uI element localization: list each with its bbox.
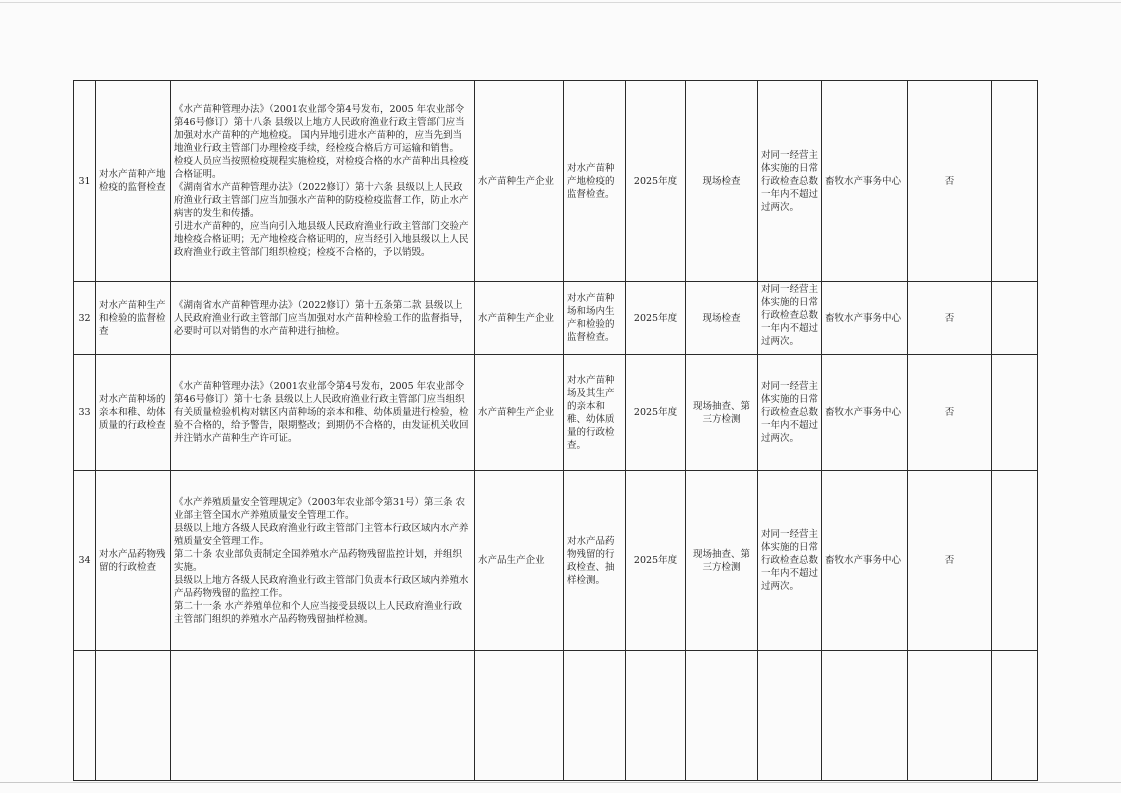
blank-cell [74, 651, 96, 781]
flag-value: 否 [908, 355, 992, 471]
empty-row [74, 651, 1038, 781]
inspection-content: 对水产品药物残留的行政检查、抽样检测。 [564, 471, 626, 651]
inspection-content: 对水产苗种产地检疫的监督检查。 [564, 81, 626, 282]
basis-paragraph: 《湖南省水产苗种管理办法》（2022修订）第十六条 县级以上人民政府渔业行政主管部门应当加强水产苗种的防疫检疫监督工作，防止水产病害的发生和传播。 [174, 182, 469, 219]
frequency-clip: 对同一经营主体实施的日常行政检查总数一年内不超过过两次。 [761, 283, 818, 347]
page-bottom-edge [0, 782, 1121, 783]
inspection-item: 对水产苗种生产和检验的监督检查 [96, 282, 171, 355]
blank-cell [822, 651, 908, 781]
flag-value: 否 [908, 81, 992, 282]
inspection-object: 水产苗种生产企业 [475, 81, 564, 282]
inspection-object: 水产苗种生产企业 [475, 355, 564, 471]
blank-cell [992, 355, 1038, 471]
inspection-year: 2025年度 [626, 471, 686, 651]
inspection-frequency: 对同一经营主体实施的日常行政检查总数一年内不超过过两次。 [758, 355, 822, 471]
blank-cell [758, 651, 822, 781]
blank-cell [992, 471, 1038, 651]
row-number: 33 [74, 355, 96, 471]
blank-cell [992, 651, 1038, 781]
blank-cell [475, 651, 564, 781]
table-row [74, 282, 1038, 355]
legal-basis [171, 81, 475, 282]
basis-paragraph: 第二十一条 水产养殖单位和个人应当接受县级以上人民政府渔业行政主管部门组织的养殖水产品药物残留抽样检测。 [174, 600, 463, 625]
inspection-year: 2025年度 [626, 355, 686, 471]
inspection-item: 对水产苗种场的亲本和稚、幼体质量的行政检查 [96, 355, 171, 471]
basis-paragraph: 《湖南省水产苗种管理办法》（2022修订）第十五条第二款 县级以上人民政府渔业行政主管部门应当加强对水产苗种检验工作的监督指导，必要时可以对销售的水产苗种进行抽检。 [174, 299, 469, 337]
row-number: 32 [74, 282, 96, 355]
legal-basis [171, 282, 475, 355]
blank-cell [908, 651, 992, 781]
inspection-content: 对水产苗种场和场内生产和检验的监督检查。 [564, 282, 626, 355]
blank-cell [992, 81, 1038, 282]
basis-paragraph: 县级以上地方各级人民政府渔业行政主管部门主管本行政区域内水产养殖质量安全管理工作。 [174, 522, 469, 547]
blank-cell [626, 651, 686, 781]
inspection-method: 现场抽查、第三方检测 [686, 355, 758, 471]
inspection-object: 水产品生产企业 [475, 471, 564, 651]
page-top-edge [0, 2, 1121, 3]
basis-paragraph: 第二十条 农业部负责制定全国养殖水产品药物残留监控计划，并组织实施。 [174, 548, 463, 573]
basis-paragraph: 引进水产苗种的，应当向引入地县级人民政府渔业行政主管部门交验产地检疫合格证明；无产地检疫合格证明的，应当经引入地县级以上人民政府渔业行政主管部门组织检疫；检疫不合格的，予以销毁。 [174, 221, 469, 258]
blank-cell [992, 282, 1038, 355]
inspection-year: 2025年度 [626, 81, 686, 282]
legal-basis [171, 355, 475, 471]
inspection-method: 现场检查 [686, 282, 758, 355]
table-row [74, 471, 1038, 651]
inspection-frequency: 对同一经营主体实施的日常行政检查总数一年内不超过过两次。 [758, 81, 822, 282]
blank-cell [686, 651, 758, 781]
legal-basis [171, 471, 475, 651]
flag-value: 否 [908, 282, 992, 355]
responsible-dept: 畜牧水产事务中心 [822, 355, 908, 471]
inspection-year: 2025年度 [626, 282, 686, 355]
responsible-dept: 畜牧水产事务中心 [822, 471, 908, 651]
responsible-dept: 畜牧水产事务中心 [822, 81, 908, 282]
inspection-item: 对水产苗种产地检疫的监督检查 [96, 81, 171, 282]
row-number: 34 [74, 471, 96, 651]
basis-paragraph: 《水产苗种管理办法》（2001农业部令第4号发布，2005 年农业部令第46号修订）第十八条 县级以上地方人民政府渔业行政主管部门应当加强对水产苗种的产地检疫。 国内异地引进水产苗种的，应当先到当地渔业行政主管部门办理检疫手续，经检疫合格后方可运输和销售。 检疫人员应当按照检疫规程实施检疫，对检疫合格的水产苗种出具检疫合格证明。 [174, 104, 469, 180]
inspection-table [73, 80, 1038, 781]
inspection-frequency [758, 282, 822, 355]
inspection-frequency: 对同一经营主体实施的日常行政检查总数一年内不超过过两次。 [758, 471, 822, 651]
inspection-method: 现场检查 [686, 81, 758, 282]
inspection-object: 水产苗种生产企业 [475, 282, 564, 355]
blank-cell [96, 651, 171, 781]
table-row [74, 81, 1038, 282]
inspection-method: 现场抽查、第三方检测 [686, 471, 758, 651]
blank-cell [171, 651, 475, 781]
basis-paragraph: 县级以上地方各级人民政府渔业行政主管部门负责本行政区域内养殖水产品药物残留的监控工作。 [174, 574, 469, 599]
basis-paragraph: 《水产养殖质量安全管理规定》（2003年农业部令第31号）第三条 农业部主管全国水产养殖质量安全管理工作。 [174, 496, 466, 521]
inspection-item: 对水产品药物残留的行政检查 [96, 471, 171, 651]
basis-paragraph: 《水产苗种管理办法》（2001农业部令第4号发布，2005 年农业部令第46号修订）第十七条 县级以上人民政府渔业行政主管部门应当组织有关质量检验机构对辖区内苗种场的亲本和稚、幼体质量进行检验，检验不合格的，给予警告，限期整改；到期仍不合格的，由发证机关收回并注销水产苗种生产许可证。 [174, 381, 469, 444]
responsible-dept: 畜牧水产事务中心 [822, 282, 908, 355]
inspection-content: 对水产苗种场及其生产的亲本和稚、幼体质量的行政检查。 [564, 355, 626, 471]
flag-value: 否 [908, 471, 992, 651]
row-number: 31 [74, 81, 96, 282]
blank-cell [564, 651, 626, 781]
table-row [74, 355, 1038, 471]
